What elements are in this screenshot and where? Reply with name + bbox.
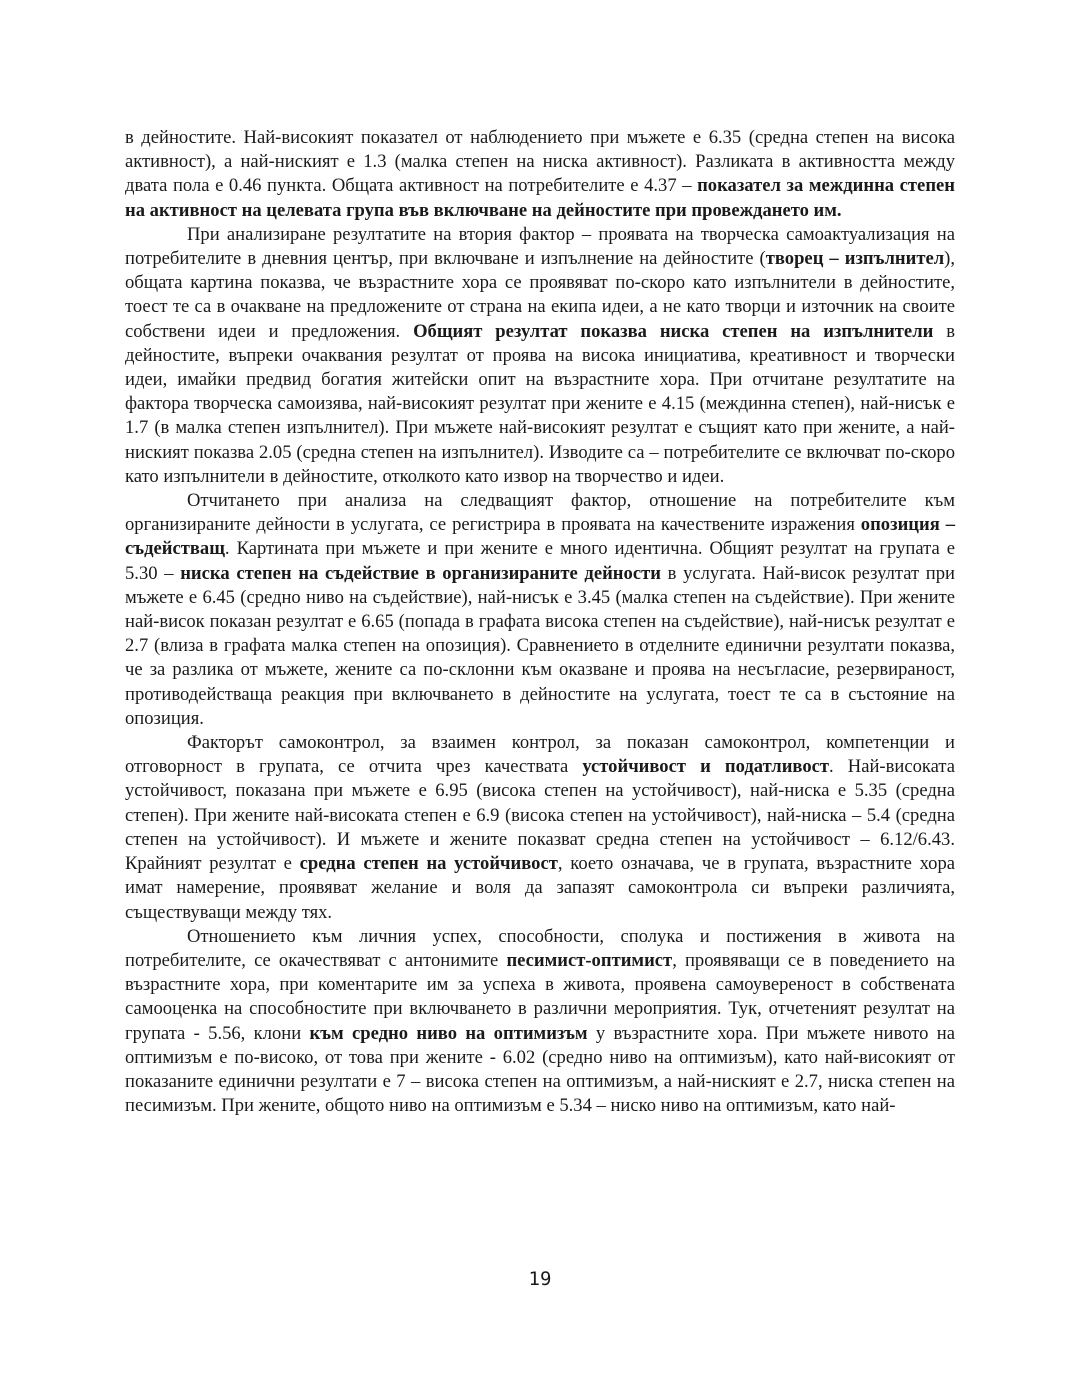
bold-run: песимист-оптимист xyxy=(506,949,673,971)
bold-run: творец – изпълнител xyxy=(765,248,945,270)
bold-run: опозиция – съдействащ xyxy=(125,514,955,560)
paragraph-self-control xyxy=(125,731,955,925)
text-run: в услугата. Най-висок резултат при мъжете е 6.45 (средно ниво на съдействие), най-нисък е 3.45 (малка степен на съдействие). При жените най-висок показан резултат е 6.65 (попада в графата висока степен на съдействие), най-нисък резултат е 2.7 (влиза в графата малка степен на опозиция). Сравнението в отделните единични резултати показва, че за разлика от мъжете, жените са по-склонни към оказване и проява на несъгласие, резервираност, противодействаща реакция при включването в дейностите на услугата, тоест те са в състояние на опозиция. xyxy=(125,562,955,729)
text-run: в дейностите, въпреки очаквания резултат от проява на висока инициатива, креативност и творчески идеи, имайки предвид богатия житейски опит на възрастните хора. При отчитане резултатите на фактора творческа самоизява, най-високият резултат при жените е 4.15 (междинна степен), най-нисък е 1.7 (в малка степен изпълнител). При мъжете най-високият резултат е същият като при жените, а най-ниският показва 2.05 (средна степен на изпълнител). Изводите са – потребителите се включват по-скоро като изпълнители в дейностите, отколкото като извор на творчество и идеи. xyxy=(125,320,955,487)
bold-run: към средно ниво на оптимизъм xyxy=(309,1022,588,1044)
text-run: ), общата картина показва, че възрастните хора се проявяват по-скоро като изпълнители в дейностите, тоест те са в очакване на предложените от страна на екипа идеи, а не като творци и източник на своите собствени идеи и предложения. xyxy=(125,248,955,342)
text-run: Факторът самоконтрол, за взаимен контрол, за показан самоконтрол, компетенции и отговорност в групата, се отчита чрез качествата xyxy=(125,732,955,778)
bold-run: показател за междинна степен на активност на целевата група във включване на дейностите при провеждането им. xyxy=(125,175,955,221)
paragraph-creator-performer xyxy=(125,223,955,489)
text-run: . Картината при мъжете и при жените е много идентична. Общият резултат на групата е 5.30 – xyxy=(125,538,955,584)
paragraph-activity-continuation xyxy=(125,126,955,223)
text-run: , което означава, че в групата, възрастните хора имат намерение, проявяват желание и воля да запазят самоконтрола си въпреки различията, съществуващи между тях. xyxy=(125,853,956,923)
bold-run: Общият резултат показва ниска степен на изпълнители xyxy=(413,320,934,342)
text-run: Отчитането при анализа на следващият фактор, отношение на потребителите към организираните дейности в услугата, се регистрира в проявата на качествените изражения xyxy=(125,490,955,536)
text-run: . Най-високата устойчивост, показана при мъжете е 6.95 (висока степен на устойчивост), най-ниска е 5.35 (средна степен). При жените най-високата степен е 6.9 (висока степен на устойчивост), най-ниска – 5.4 (средна степен на устойчивост). И мъжете и жените показват средна степен на устойчивост – 6.12/6.43. Крайният резултат е xyxy=(125,756,955,875)
page-number: 19 xyxy=(528,1268,552,1290)
text-run: , проявяващи се в поведението на възрастните хора, при коментарите им за успеха в живота, проявена самоувереност в собствената самооценка на способностите при включването в различни мероприятия. Тук, отчетеният резултат на групата - 5.56, клони xyxy=(125,949,955,1044)
bold-run: средна степен на устойчивост xyxy=(299,853,558,875)
text-run: Отношението към личния успех, способности, сполука и постижения в живота на потребителите, се окачествяват с антонимите xyxy=(125,925,955,971)
bold-run: устойчивост и податливост xyxy=(582,756,830,778)
text-run: в дейностите. Най-високият показател от наблюдението при мъжете е 6.35 (средна степен на висока активност), а най-ниският е 1.3 (малка степен на ниска активност). Разликата в активността между двата пола е 0.46 пункта. Общата активност на потребителите е 4.37 – xyxy=(125,127,955,197)
paragraph-opposition-cooperation xyxy=(125,489,955,731)
text-run: у възрастните хора. При мъжете нивото на оптимизъм е по-високо, от това при жените - 6.02 (средно ниво на оптимизъм), като най-високият от показаните единични резултати е 7 – висока степен на оптимизъм, а най-ниският е 2.7, ниска степен на песимизъм. При жените, общото ниво на оптимизъм е 5.34 – ниско ниво на оптимизъм, като най- xyxy=(125,1022,955,1117)
paragraph-pessimist-optimist xyxy=(125,925,955,1119)
document-body xyxy=(125,126,955,1118)
bold-run: ниска степен на съдействие в организираните дейности xyxy=(180,562,661,584)
text-run: При анализиране резултатите на втория фактор – проявата на творческа самоактуализация на потребителите в дневния център, при включване и изпълнение на дейностите ( xyxy=(125,223,955,270)
